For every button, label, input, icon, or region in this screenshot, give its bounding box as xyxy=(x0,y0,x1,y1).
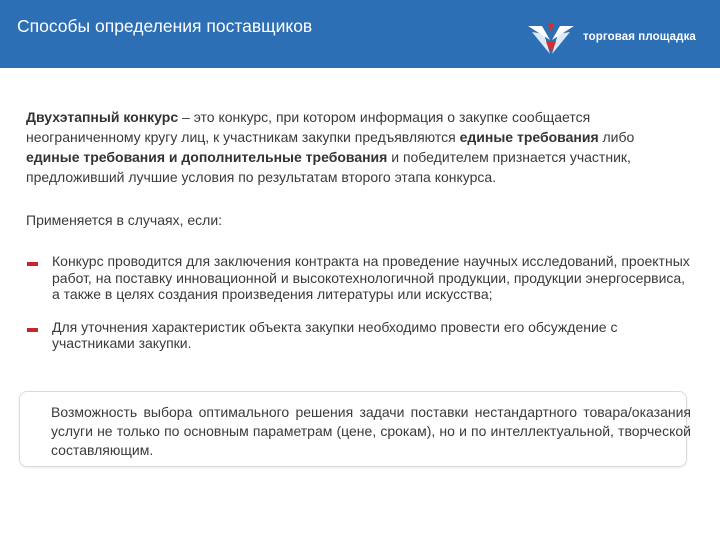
list-item xyxy=(26,253,694,303)
definition-text-2: либо xyxy=(598,129,635,145)
header-bar xyxy=(0,0,720,68)
list-item xyxy=(26,319,694,352)
definition-text-1: – это конкурс, при котором информация о закупке сообщается неограниченному кругу лиц, к участникам закупки предъявляются xyxy=(26,109,591,145)
definition-bold-2: единые требования и дополнительные требования xyxy=(26,149,388,165)
applies-label: Применяется в случаях, если: xyxy=(26,212,223,228)
logo-text: торговая площадка xyxy=(583,31,696,43)
note-text: Возможность выбора оптимального решения задачи поставки нестандартного товара/оказания услуги не только по основным параметрам (цене, срокам), но и по интеллектуальной, творческой составляющим. xyxy=(51,404,691,458)
logo xyxy=(526,20,716,60)
definition-paragraph xyxy=(26,107,690,187)
logo-icon xyxy=(526,20,576,56)
definition-term: Двухэтапный конкурс xyxy=(26,109,179,125)
page-title: Способы определения поставщиков xyxy=(17,16,313,36)
list-item-text: Конкурс проводится для заключения контракта на проведение научных исследований, проектных работ, на поставку инновационной и высокотехнологичной продукции, продукции энергосервиса, а также в целях создания произведения литературы или искусства; xyxy=(52,253,690,302)
definition-block xyxy=(26,107,690,187)
definition-bold-1: единые требования xyxy=(459,129,599,145)
bullet-marker xyxy=(27,328,38,332)
definition-text-3: и победителем признается участник, предложивший лучшие условия по результатам второго этапа конкурса. xyxy=(26,149,631,185)
bullet-list xyxy=(26,253,694,368)
bullet-marker xyxy=(27,262,38,266)
list-item-text: Для уточнения характеристик объекта закупки необходимо провести его обсуждение с участниками закупки. xyxy=(52,318,618,351)
note-box xyxy=(19,391,691,467)
